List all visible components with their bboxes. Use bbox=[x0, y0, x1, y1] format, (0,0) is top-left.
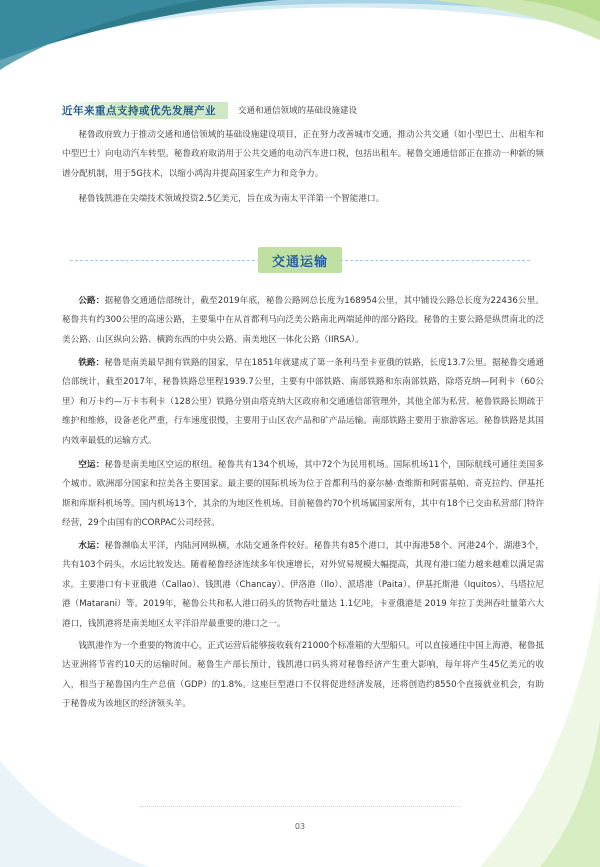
paragraph-chancay-text: 钱凯港作为一个重要的物流中心，正式运营后能够接收载有21000个标准箱的大型船只。可以直接通往中国上海港，秘鲁抵达亚洲将节省约10天的运输时间。秘鲁生产部长预计，钱凯港口码头将对秘鲁经济产生重大影响，每年将产生45亿美元的收入，相当于秘鲁国内生产总值（GDP）的1.8%。这座巨型港口不仅将促进经济发展，还将创造约8550个直接就业机会，有助于秘鲁成为该地区的经济领头羊。 bbox=[62, 641, 544, 710]
section-title bbox=[0, 247, 600, 275]
paragraph-rail bbox=[62, 354, 544, 451]
paragraph-air-text: 秘鲁是南美地区空运的枢纽。秘鲁共有134个机场，其中72个为民用机场。国际机场11个，国际航线可通往美国多个城市、欧洲部分国家和拉美各主要国家。最主要的国际机场为位于首都利马的豪尔赫·查维斯和阿雷基帕、奇克拉约、伊基托斯和库斯科机场等。国内机场13个，其余的为地区性机场。目前秘鲁约70个机场属国家所有，其中有18个已交由私营部门特许经营，29个由国有的CORPAC公司经营。 bbox=[62, 460, 544, 529]
paragraph-water-label: 水运： bbox=[78, 541, 105, 551]
section-header bbox=[62, 101, 357, 119]
title-divider-left bbox=[70, 260, 260, 262]
paragraph-rail-text: 秘鲁是南美最早拥有铁路的国家，早在1851年就建成了第一条利马至卡亚俄的铁路，长度13.7公里。据秘鲁交通通信部统计，截至2017年，秘鲁铁路总里程1939.7公里，主要有中部铁路、南部铁路和东南部铁路，除塔克纳—阿利卡（60公里）和万卡约—万卡韦利卡（128公里）铁路分别由塔克纳大区政府和交通通信部管理外，其他全部为私营。秘鲁铁路长期疏于维护和维修，设备老化严重，行车速度很慢，主要用于山区农产品和矿产品运输。南部铁路主要用于旅游客运。秘鲁铁路是其国内效率最低的运输方式。 bbox=[62, 358, 544, 446]
header-tag: 近年来重点支持或优先发展产业 bbox=[62, 102, 228, 119]
paragraph-water-text: 秘鲁濒临太平洋，内陆河网纵横，水陆交通条件较好。秘鲁共有85个港口，其中海港58个、河港24个、湖港3个，共有103个码头，水运比较发达。随着秘鲁经济连续多年快速增长，对外贸易规模大幅提高，其现有港口能力越来越难以满足需求。主要港口有卡亚俄港（Callao）、钱凯港（Chancay）、伊洛港（Ilo）、派塔港（Paita）、伊基托斯港（Iquitos）、马塔拉尼港（Matarani）等。2019年，秘鲁公共和私人港口码头的货物吞吐量达 1.1亿吨，卡亚俄港是 2019 年拉丁美洲吞吐量第六大港口，钱凯港将是南美地区太平洋沿岸最重要的港口之一。 bbox=[62, 541, 544, 629]
paragraph-air bbox=[62, 456, 544, 534]
title-box bbox=[258, 247, 342, 273]
title-divider-right bbox=[340, 260, 530, 262]
paragraph-water bbox=[62, 537, 544, 634]
paragraph-rail-label: 铁路： bbox=[78, 358, 105, 368]
paragraph-road-label: 公路： bbox=[78, 296, 105, 306]
intro-paragraph-2: 秘鲁钱凯港在尖端技术领域投资2.5亿美元，旨在成为南太平洋第一个智能港口。 bbox=[78, 194, 385, 204]
paragraph-road-text: 据秘鲁交通通信部统计，截至2019年底，秘鲁公路网总长度为168954公里，其中铺设公路总长度为22436公里。秘鲁共有约300公里的高速公路，主要集中在从首都利马向泛美公路南北两端延伸的部分路段。秘鲁的主要公路是纵贯南北的泛美公路、山区纵向公路、横跨东西的中央公路、南美地区一体化公路（IIRSA）。 bbox=[62, 296, 544, 345]
paragraph-road bbox=[62, 292, 544, 350]
footer-divider bbox=[140, 806, 460, 808]
paragraph-air-label: 空运： bbox=[78, 460, 105, 470]
section-title-text: 交通运输 bbox=[271, 254, 328, 270]
page-number: 03 bbox=[294, 822, 306, 831]
paragraph-chancay bbox=[62, 637, 544, 715]
intro-paragraph-1: 秘鲁政府致力于推动交通和通信领域的基础设施建设项目，正在努力改善城市交通，推动公共交通（如小型巴士、出租车和中型巴士）向电动汽车转型。秘鲁政府取消用于公共交通的电动汽车进口税，包括出租车。秘鲁交通通信部正在推动一种新的频谱分配机制，用于5G技术，以缩小鸿沟并提高国家生产力和竞争力。 bbox=[62, 130, 544, 179]
header-subtitle: 交通和通信领域的基础设施建设 bbox=[238, 106, 358, 116]
